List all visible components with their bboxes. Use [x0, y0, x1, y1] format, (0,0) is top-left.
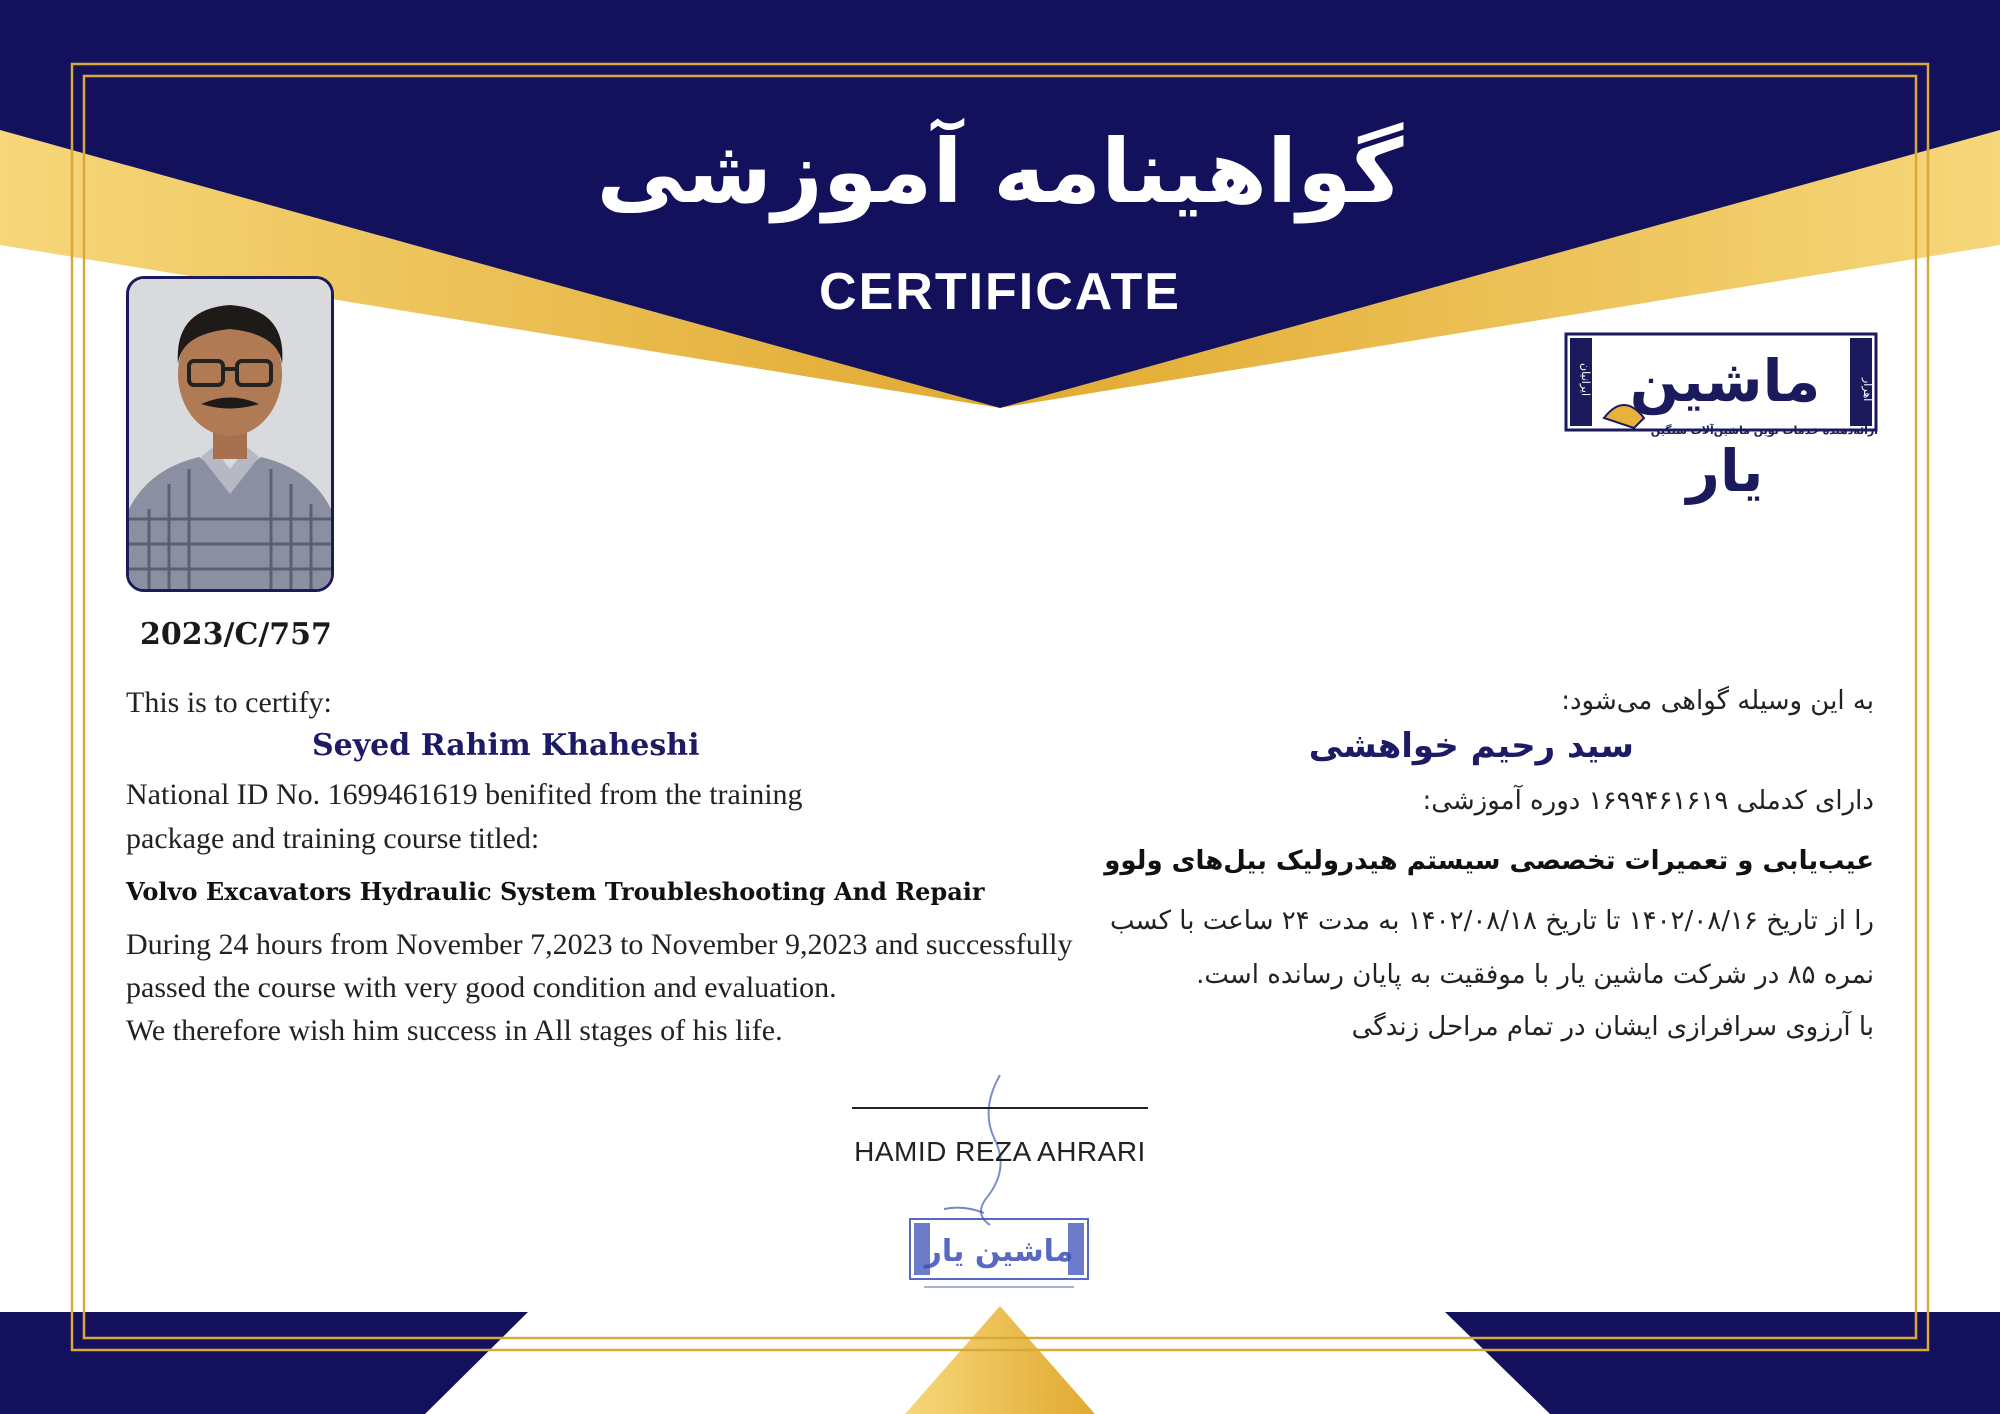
- logo-brand-text: ماشین یار: [1629, 347, 1821, 505]
- english-line-1: National ID No. 1699461619 benifited from the training: [126, 778, 803, 811]
- english-line-2: package and training course titled:: [126, 822, 540, 855]
- certificate-title-persian: گواهینامه آموزشی: [596, 120, 1404, 223]
- english-line-3: During 24 hours from November 7,2023 to November 9,2023 and successfully: [126, 928, 1073, 961]
- person-portrait-icon: [129, 279, 331, 589]
- signature-line: [852, 1107, 1148, 1109]
- recipient-photo: [126, 276, 334, 592]
- logo-tagline: ارائه‌دهنده خدمات نوین ماشین‌آلات سنگین: [1650, 424, 1878, 437]
- persian-recipient-name: سید رحیم خواهشی: [1308, 726, 1634, 766]
- persian-course-title: عیب‌یابی و تعمیرات تخصصی سیستم هیدرولیک بیل‌های ولوو: [1104, 846, 1874, 876]
- english-intro: This is to certify:: [126, 686, 332, 719]
- svg-text:ماشین یار: ماشین یار: [924, 1234, 1074, 1269]
- persian-line-4: با آرزوی سرافرازی ایشان در تمام مراحل زندگی: [1351, 1012, 1874, 1042]
- stamp-icon: [904, 1205, 1094, 1295]
- certificate-number: 2023/C/757: [140, 617, 332, 652]
- persian-line-2: را از تاریخ ۱۴۰۲/۰۸/۱۶ تا تاریخ ۱۴۰۲/۰۸/۱۸ به مدت ۲۴ ساعت با کسب: [1109, 906, 1874, 936]
- navy-footer-left: [0, 1312, 528, 1414]
- logo-side-right: ایرانیان: [1579, 363, 1592, 397]
- gold-footer-triangle: [905, 1306, 1095, 1414]
- english-recipient-name: Seyed Rahim Khaheshi: [312, 728, 700, 763]
- persian-line-1: دارای کدملی ۱۶۹۹۴۶۱۶۱۹ دوره آموزشی:: [1422, 786, 1874, 816]
- logo-side-left: اهرار: [1861, 378, 1874, 402]
- company-stamp: [904, 1205, 1094, 1295]
- signatory-name: HAMID REZA AHRARI: [854, 1136, 1146, 1167]
- english-line-4: passed the course with very good condition and evaluation.: [126, 971, 837, 1004]
- english-line-5: We therefore wish him success in All stages of his life.: [126, 1014, 783, 1047]
- persian-intro: به این وسیله گواهی می‌شود:: [1561, 686, 1874, 716]
- english-course-title: Volvo Excavators Hydraulic System Troubleshooting And Repair: [126, 877, 985, 906]
- persian-line-3: نمره ۸۵ در شرکت ماشین یار با موفقیت به پایان رسانده است.: [1196, 960, 1874, 990]
- certificate-title-english: CERTIFICATE: [819, 263, 1181, 321]
